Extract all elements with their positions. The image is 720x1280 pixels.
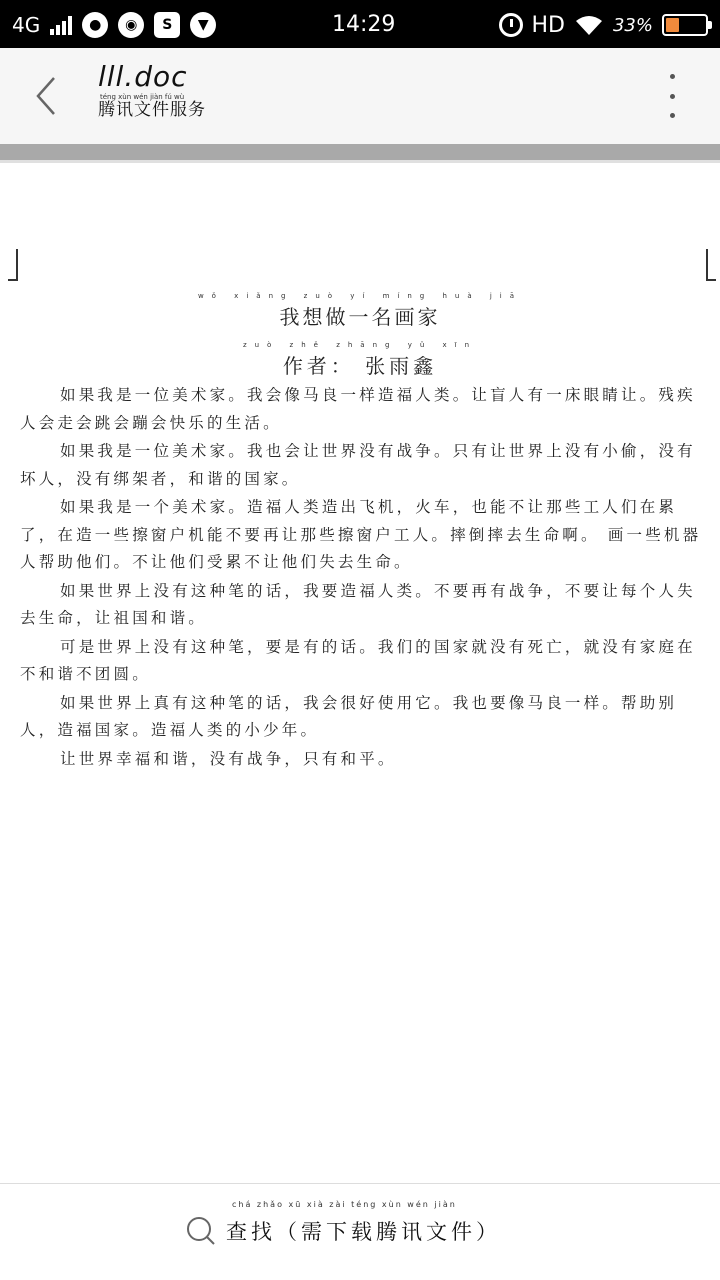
status-left-group [12,12,216,38]
paragraph: 可是世界上没有这种笔，要是有的话。我们的国家就没有死亡，就没有家庭在不和谐不团圆。 [20,637,696,683]
shield-app-icon: ▼ [190,12,216,38]
s-app-icon: S [154,12,180,38]
status-right-group [499,11,709,39]
wechat-icon: ◉ [118,12,144,38]
app-notify-icon: ● [82,12,108,38]
signal-icon [50,15,72,35]
essay-title-text: 我想做一名画家 [279,305,441,329]
header-divider [0,144,720,160]
app-header [0,48,720,144]
find-button[interactable] [186,1200,501,1246]
battery-icon [662,14,708,36]
clock: 14:29 [332,12,396,37]
more-options-icon[interactable] [660,74,684,118]
find-pinyin: chá zhǎo xū xià zài téng xùn wén jiàn [232,1200,457,1209]
paragraph: 如果我是一个美术家。造福人类造出飞机，火车，也能不让那些工人们在累了，在造一些擦窗户机能不要再让那些擦窗户工人。摔倒摔去生命啊。 画一些机器人帮助他们。不让他们受累不让他们失去生命。 [20,498,702,571]
subtitle-pinyin: téng xùn wén jiàn fú wù [100,93,185,101]
essay-body [20,381,710,773]
crop-mark-right [706,249,716,281]
alarm-icon [499,13,523,37]
paragraph: 如果我是一位美术家。我会像马良一样造福人类。让盲人有一床眼睛让。残疾人会走会跳会蹦会快乐的生活。 [20,386,696,432]
paragraph: 让世界幸福和谐，没有战争，只有和平。 [60,749,397,768]
essay-title [0,291,720,330]
essay-author-text: 作者： 张雨鑫 [282,354,438,378]
network-type: 4G [12,13,41,37]
document-subtitle: 腾讯文件服务 [98,100,206,120]
hd-indicator: HD [531,12,565,38]
status-bar [0,0,720,48]
document-title: lll.doc [98,60,188,93]
document-viewer[interactable] [0,163,720,1183]
bottom-bar [0,1183,720,1280]
essay-title-pinyin: wǒ xiǎng zuò yí míng huà jiā [197,292,523,300]
battery-percent: 33% [612,14,653,36]
crop-mark-left [8,249,18,281]
paragraph: 如果我是一位美术家。我也会让世界没有战争。只有让世界上没有小偷，没有坏人，没有绑架者，和谐的国家。 [20,442,696,488]
back-arrow-icon[interactable] [30,74,64,118]
search-icon [186,1216,216,1246]
title-block [98,60,206,119]
paragraph: 如果世界上没有这种笔的话，我要造福人类。不要再有战争，不要让每个人失去生命，让祖国和谐。 [20,581,696,627]
paragraph: 如果世界上真有这种笔的话，我会很好使用它。我也要像马良一样。帮助别人，造福国家。造福人类的小少年。 [20,693,678,739]
wifi-icon [574,13,604,37]
essay-author-pinyin: zuò zhě zhāng yǔ xīn [242,341,478,349]
find-label: 查找（需下载腾讯文件） [226,1220,501,1244]
essay-author [0,340,720,379]
